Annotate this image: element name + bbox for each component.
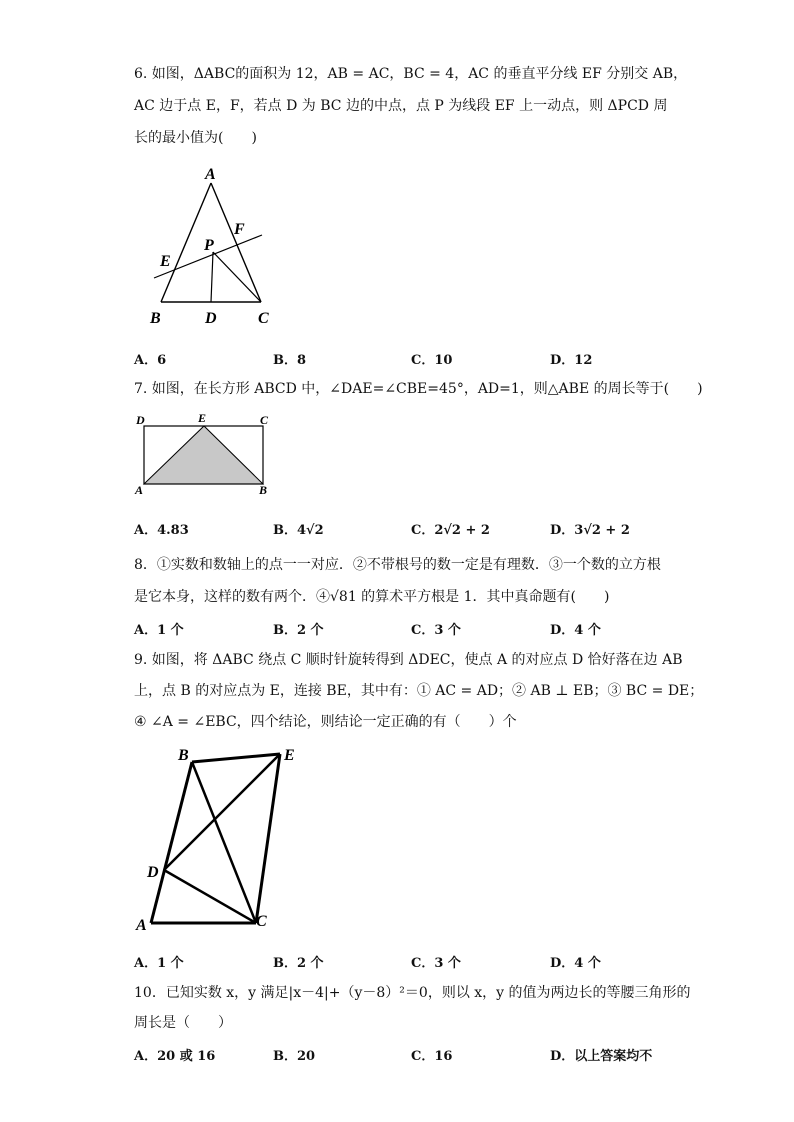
q9-label-e: E [284, 747, 295, 764]
q6-label-b: B [150, 310, 161, 327]
q6-segment-pc [213, 252, 261, 302]
q10-option-d[interactable]: D．以上答案均不 [550, 1049, 653, 1064]
q6-label-p: P [204, 237, 214, 254]
q7-option-d[interactable]: D．3√2 + 2 [550, 523, 630, 538]
q6-text-line1: 6. 如图，ΔABC的面积为 12，AB = AC，BC = 4，AC 的垂直平分线 EF 分别交 AB， [134, 66, 688, 82]
q9-label-c: C [256, 913, 267, 930]
q6-segment-pd [211, 252, 213, 302]
q9-option-d[interactable]: D．4 个 [550, 956, 601, 971]
q9-segment-dc [164, 870, 256, 923]
q7-option-b[interactable]: B．4√2 [273, 523, 324, 538]
q8-option-d[interactable]: D．4 个 [550, 623, 601, 638]
q6-text-line2: AC 边于点 E，F，若点 D 为 BC 边的中点，点 P 为线段 EF 上一动点，则 ΔPCD 周 [134, 98, 668, 114]
q7-label-e: E [198, 411, 207, 425]
q6-text-line3: 长的最小值为( ) [134, 130, 257, 146]
q6-option-c[interactable]: C．10 [411, 353, 453, 368]
q8-option-b[interactable]: B．2 个 [273, 623, 324, 638]
q9-segment-ba [151, 762, 192, 923]
q9-text-line1: 9. 如图，将 ΔABC 绕点 C 顺时针旋转得到 ΔDEC，使点 A 的对应点 D 恰好落在边 AB [134, 652, 683, 668]
q7-text-line1: 7. 如图，在长方形 ABCD 中，∠DAE=∠CBE=45°，AD=1，则△ABE 的周长等于( ) [134, 381, 703, 397]
q9-segment-ec [256, 754, 280, 923]
q10-option-c[interactable]: C．16 [411, 1049, 453, 1064]
q9-option-a[interactable]: A．1 个 [134, 956, 184, 971]
q8-text-line2: 是它本身，这样的数有两个．④√81 的算术平方根是 1．其中真命题有( ) [134, 589, 610, 605]
q7-label-d: D [136, 413, 145, 427]
q6-label-d: D [205, 310, 217, 327]
q6-triangle-figure [140, 160, 280, 330]
q9-rotation-figure [133, 742, 308, 934]
q7-rectangle-figure [133, 408, 278, 498]
q8-option-c[interactable]: C．3 个 [411, 623, 461, 638]
q6-side-ac [211, 183, 261, 302]
q9-label-d: D [147, 864, 159, 881]
q7-shaded-triangle-abe [144, 426, 263, 484]
q6-option-a[interactable]: A．6 [134, 353, 167, 368]
q6-label-e: E [160, 253, 171, 270]
q9-segment-ed [164, 754, 280, 870]
q6-option-d[interactable]: D．12 [550, 353, 593, 368]
q9-label-b: B [178, 747, 189, 764]
q7-label-b: B [259, 483, 268, 497]
q9-option-b[interactable]: B．2 个 [273, 956, 324, 971]
q9-option-c[interactable]: C．3 个 [411, 956, 461, 971]
q9-text-line3: ④ ∠A = ∠EBC，四个结论，则结论一定正确的有（ ）个 [134, 714, 517, 730]
q7-option-a[interactable]: A．4.83 [134, 523, 189, 538]
q7-label-a: A [135, 483, 144, 497]
q10-option-a[interactable]: A．20 或 16 [134, 1049, 216, 1064]
q10-text-line1: 10．已知实数 x，y 满足|x－4|+（y－8）²＝0，则以 x，y 的值为两边长的等腰三角形的 [134, 985, 691, 1001]
q7-label-c: C [260, 413, 269, 427]
q10-option-b[interactable]: B．20 [273, 1049, 316, 1064]
q9-segment-be [192, 754, 280, 762]
q10-text-line2: 周长是（ ） [134, 1015, 232, 1031]
q6-label-a: A [205, 166, 216, 183]
q6-label-c: C [258, 310, 269, 327]
q9-text-line2: 上，点 B 的对应点为 E，连接 BE，其中有：① AC = AD；② AB ⊥ EB；③ BC = DE； [134, 683, 704, 699]
q8-option-a[interactable]: A．1 个 [134, 623, 184, 638]
q7-option-c[interactable]: C．2√2 + 2 [411, 523, 490, 538]
q6-option-b[interactable]: B．8 [273, 353, 307, 368]
q8-text-line1: 8．①实数和数轴上的点一一对应．②不带根号的数一定是有理数．③一个数的立方根 [134, 557, 661, 573]
q6-label-f: F [234, 221, 245, 238]
q9-label-a: A [136, 917, 147, 934]
